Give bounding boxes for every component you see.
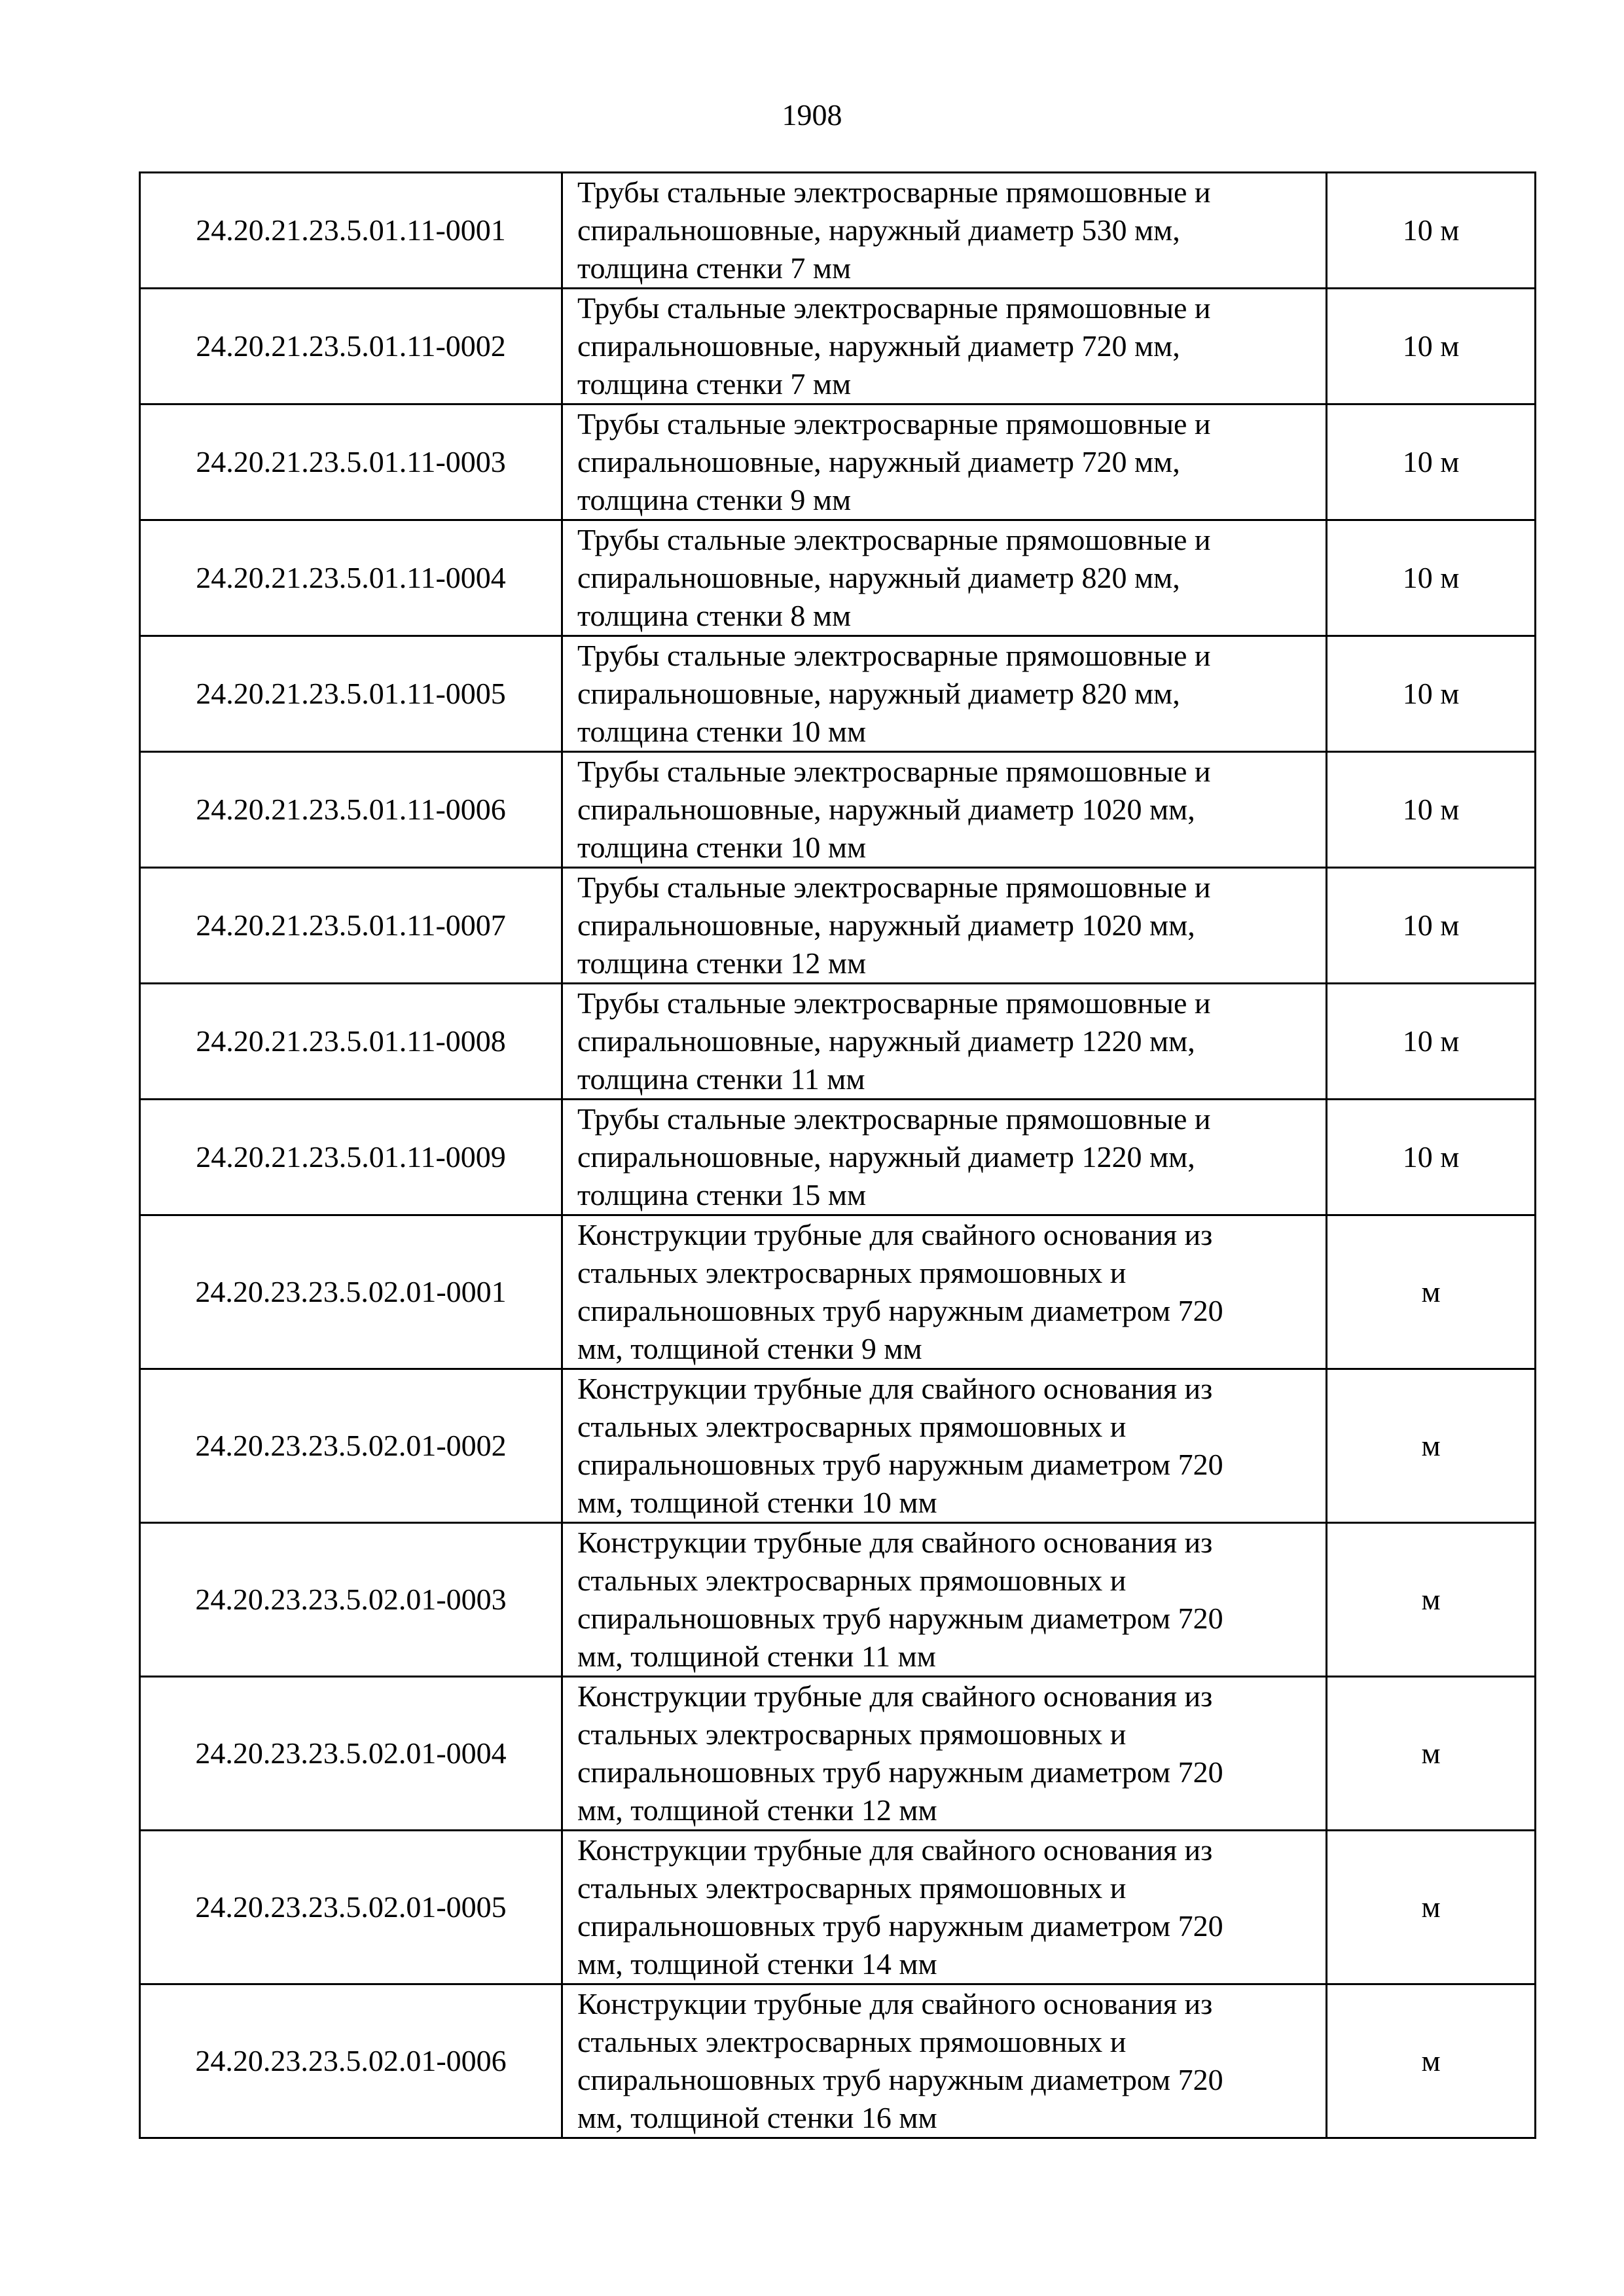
item-description: [562, 752, 1327, 868]
description-line: стальных электросварных прямошовных и: [577, 1410, 1127, 1443]
description-line: толщина стенки 15 мм: [577, 1178, 867, 1211]
description-line: спиральношовных труб наружным диаметром 720: [577, 1448, 1223, 1481]
description-line: спиральношовные, наружный диаметр 1020 мм,: [577, 908, 1195, 942]
item-unit: 10 м: [1327, 520, 1536, 636]
item-unit: м: [1327, 1369, 1536, 1523]
description-line: Конструкции трубные для свайного основания из: [577, 1987, 1213, 2020]
table-row: [140, 520, 1536, 636]
materials-table: [139, 171, 1536, 2139]
description-line: спиральношовные, наружный диаметр 1220 мм,: [577, 1140, 1195, 1174]
item-description: [562, 636, 1327, 752]
item-code: 24.20.21.23.5.01.11-0006: [140, 752, 562, 868]
description-line: толщина стенки 7 мм: [577, 367, 852, 401]
description-line: Конструкции трубные для свайного основания из: [577, 1218, 1213, 1251]
description-line: мм, толщиной стенки 14 мм: [577, 1947, 937, 1981]
table-body: [140, 173, 1536, 2138]
table-row: [140, 1100, 1536, 1215]
description-line: спиральношовных труб наружным диаметром 720: [577, 1909, 1223, 1943]
description-line: Трубы стальные электросварные прямошовные и: [577, 1102, 1211, 1136]
item-code: 24.20.23.23.5.02.01-0005: [140, 1831, 562, 1984]
item-description: [562, 404, 1327, 520]
description-line: спиральношовных труб наружным диаметром 720: [577, 2063, 1223, 2096]
description-line: Трубы стальные электросварные прямошовные и: [577, 986, 1211, 1020]
description-line: Конструкции трубные для свайного основания из: [577, 1833, 1213, 1867]
description-line: мм, толщиной стенки 9 мм: [577, 1332, 922, 1365]
item-unit: 10 м: [1327, 173, 1536, 289]
item-unit: м: [1327, 1215, 1536, 1369]
item-description: [562, 1100, 1327, 1215]
table-row: [140, 1215, 1536, 1369]
table-row: [140, 752, 1536, 868]
item-code: 24.20.21.23.5.01.11-0005: [140, 636, 562, 752]
item-description: [562, 1831, 1327, 1984]
description-line: Конструкции трубные для свайного основания из: [577, 1679, 1213, 1713]
description-line: спиральношовных труб наружным диаметром 720: [577, 1294, 1223, 1327]
item-code: 24.20.23.23.5.02.01-0006: [140, 1984, 562, 2138]
item-code: 24.20.21.23.5.01.11-0002: [140, 289, 562, 404]
item-code: 24.20.23.23.5.02.01-0002: [140, 1369, 562, 1523]
description-line: мм, толщиной стенки 12 мм: [577, 1793, 937, 1827]
item-unit: м: [1327, 1523, 1536, 1677]
table-row: [140, 289, 1536, 404]
item-unit: м: [1327, 1984, 1536, 2138]
description-line: спиральношовные, наружный диаметр 530 мм,: [577, 213, 1180, 247]
table-row: [140, 404, 1536, 520]
description-line: стальных электросварных прямошовных и: [577, 2025, 1127, 2058]
description-line: толщина стенки 10 мм: [577, 831, 867, 864]
item-code: 24.20.23.23.5.02.01-0001: [140, 1215, 562, 1369]
description-line: спиральношовные, наружный диаметр 1220 мм,: [577, 1024, 1195, 1058]
description-line: Трубы стальные электросварные прямошовные и: [577, 175, 1211, 209]
item-description: [562, 173, 1327, 289]
item-code: 24.20.21.23.5.01.11-0007: [140, 868, 562, 984]
description-line: толщина стенки 8 мм: [577, 599, 852, 632]
description-line: Трубы стальные электросварные прямошовные и: [577, 523, 1211, 556]
item-description: [562, 1523, 1327, 1677]
item-code: 24.20.21.23.5.01.11-0008: [140, 984, 562, 1100]
description-line: стальных электросварных прямошовных и: [577, 1871, 1127, 1905]
item-code: 24.20.21.23.5.01.11-0001: [140, 173, 562, 289]
description-line: спиральношовные, наружный диаметр 820 мм,: [577, 677, 1180, 710]
description-line: спиральношовные, наружный диаметр 720 мм,: [577, 329, 1180, 363]
description-line: спиральношовные, наружный диаметр 1020 мм,: [577, 793, 1195, 826]
item-unit: 10 м: [1327, 1100, 1536, 1215]
description-line: толщина стенки 12 мм: [577, 946, 867, 980]
description-line: толщина стенки 11 мм: [577, 1062, 865, 1096]
description-line: мм, толщиной стенки 16 мм: [577, 2101, 937, 2134]
item-unit: 10 м: [1327, 289, 1536, 404]
table-row: [140, 1677, 1536, 1831]
description-line: толщина стенки 10 мм: [577, 715, 867, 748]
description-line: мм, толщиной стенки 11 мм: [577, 1640, 936, 1673]
table-row: [140, 1984, 1536, 2138]
description-line: мм, толщиной стенки 10 мм: [577, 1486, 937, 1519]
table-row: [140, 1523, 1536, 1677]
description-line: Трубы стальные электросварные прямошовные и: [577, 755, 1211, 788]
description-line: стальных электросварных прямошовных и: [577, 1717, 1127, 1751]
item-description: [562, 520, 1327, 636]
page-number: 1908: [782, 98, 842, 132]
item-description: [562, 1369, 1327, 1523]
item-unit: м: [1327, 1677, 1536, 1831]
item-description: [562, 1215, 1327, 1369]
item-code: 24.20.21.23.5.01.11-0004: [140, 520, 562, 636]
description-line: Трубы стальные электросварные прямошовные и: [577, 870, 1211, 904]
description-line: толщина стенки 9 мм: [577, 483, 852, 516]
description-line: Трубы стальные электросварные прямошовные и: [577, 639, 1211, 672]
description-line: спиральношовных труб наружным диаметром 720: [577, 1602, 1223, 1635]
item-unit: 10 м: [1327, 984, 1536, 1100]
item-code: 24.20.21.23.5.01.11-0003: [140, 404, 562, 520]
item-description: [562, 1984, 1327, 2138]
item-code: 24.20.23.23.5.02.01-0004: [140, 1677, 562, 1831]
description-line: Конструкции трубные для свайного основания из: [577, 1526, 1213, 1559]
table-row: [140, 984, 1536, 1100]
item-unit: 10 м: [1327, 868, 1536, 984]
table-row: [140, 868, 1536, 984]
description-line: спиральношовных труб наружным диаметром 720: [577, 1755, 1223, 1789]
item-unit: 10 м: [1327, 636, 1536, 752]
item-unit: 10 м: [1327, 404, 1536, 520]
description-line: Конструкции трубные для свайного основания из: [577, 1372, 1213, 1405]
description-line: спиральношовные, наружный диаметр 720 мм,: [577, 445, 1180, 478]
item-description: [562, 868, 1327, 984]
table-row: [140, 173, 1536, 289]
item-code: 24.20.21.23.5.01.11-0009: [140, 1100, 562, 1215]
description-line: Трубы стальные электросварные прямошовные и: [577, 291, 1211, 325]
item-description: [562, 289, 1327, 404]
table-row: [140, 1369, 1536, 1523]
item-code: 24.20.23.23.5.02.01-0003: [140, 1523, 562, 1677]
table-row: [140, 1831, 1536, 1984]
item-description: [562, 1677, 1327, 1831]
description-line: стальных электросварных прямошовных и: [577, 1256, 1127, 1289]
description-line: толщина стенки 7 мм: [577, 251, 852, 285]
item-unit: 10 м: [1327, 752, 1536, 868]
item-unit: м: [1327, 1831, 1536, 1984]
table-row: [140, 636, 1536, 752]
description-line: спиральношовные, наружный диаметр 820 мм,: [577, 561, 1180, 594]
description-line: стальных электросварных прямошовных и: [577, 1564, 1127, 1597]
item-description: [562, 984, 1327, 1100]
description-line: Трубы стальные электросварные прямошовные и: [577, 407, 1211, 440]
